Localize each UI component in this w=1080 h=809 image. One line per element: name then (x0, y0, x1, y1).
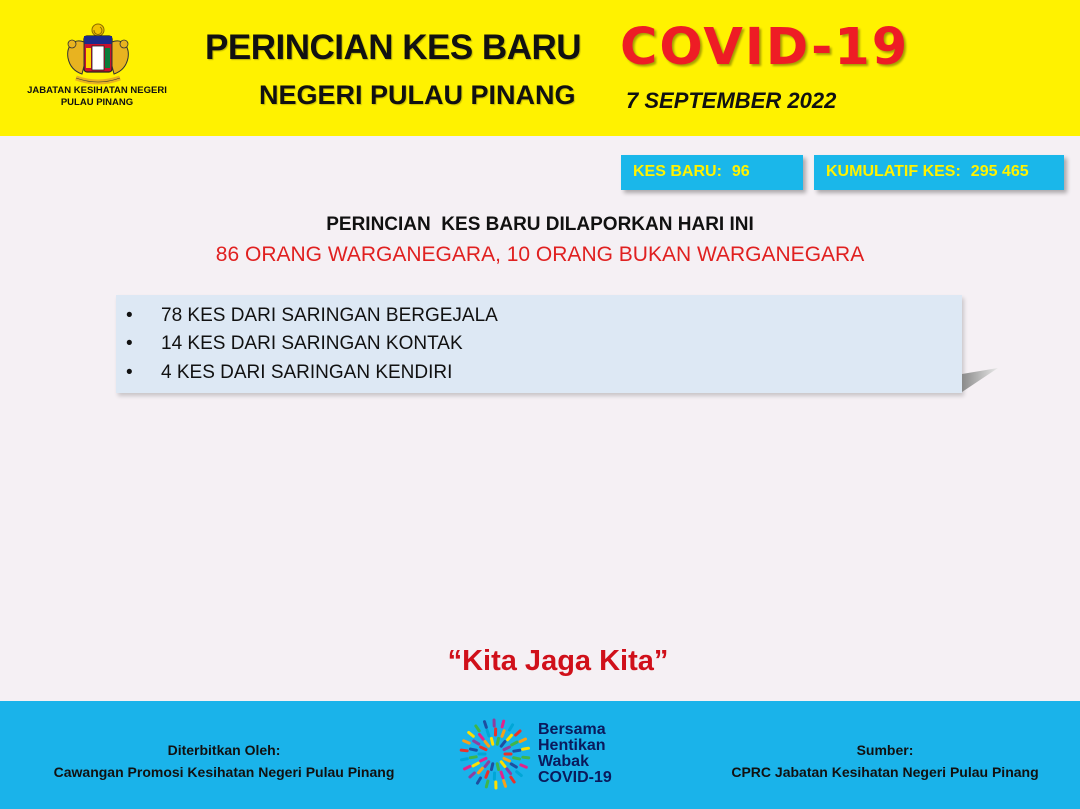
burst-dash (508, 735, 512, 739)
burst-dash (523, 748, 529, 749)
campaign-logo-text (538, 722, 612, 786)
state-subtitle: NEGERI PULAU PINANG (259, 80, 576, 110)
footer-banner (0, 701, 1080, 809)
publisher-label: Diterbitkan Oleh: (167, 742, 281, 758)
burst-dash (470, 749, 476, 750)
burst-dash (523, 757, 529, 758)
burst-dash (509, 725, 512, 730)
burst-dash (491, 764, 492, 770)
campaign-line-1: Bersama (538, 721, 606, 738)
campaign-line-3: Wabak (538, 753, 589, 770)
burst-dash (469, 732, 474, 736)
burst-dash (486, 772, 488, 778)
new-cases-label: KES BARU: (633, 163, 722, 180)
burst-dash (501, 741, 505, 746)
coat-of-arms-icon (56, 22, 140, 88)
burst-dash (502, 731, 504, 737)
publisher-name: Cawangan Promosi Kesihatan Negeri Pulau Pinang (53, 764, 395, 780)
summary-heading: PERINCIAN KES BARU DILAPORKAN HARI INI (326, 214, 754, 235)
department-line-1: JABATAN KESIHATAN NEGERI (27, 85, 167, 96)
burst-dash (504, 781, 506, 787)
burst-dash (486, 781, 488, 787)
bullet: • (126, 333, 133, 354)
list-item-text: 14 KES DARI SARINGAN KONTAK (161, 333, 463, 354)
cumulative-cases-value: 295 465 (970, 163, 1029, 180)
burst-dash (491, 738, 492, 744)
burst-dash (516, 731, 520, 735)
page-title: PERINCIAN KES BARU (205, 28, 582, 67)
department-line-2: PULAU PINANG (60, 97, 134, 108)
bullet: • (126, 362, 133, 383)
cumulative-cases-label: KUMULATIF KES: (826, 163, 961, 180)
bullet: • (126, 305, 133, 326)
burst-dash (517, 772, 522, 776)
box-shadow-tail (962, 368, 1002, 392)
burst-dash (478, 768, 482, 772)
burst-dash (477, 778, 480, 783)
header-banner (0, 0, 1080, 136)
cumulative-cases-badge (814, 155, 1064, 190)
new-cases-badge (621, 155, 803, 190)
burst-dash (504, 758, 509, 761)
publisher-block (10, 739, 438, 783)
burst-dash (507, 769, 511, 774)
campaign-burst-icon (456, 715, 534, 793)
burst-dash (464, 766, 469, 769)
burst-dash (473, 763, 478, 766)
burst-dash (479, 734, 483, 739)
burst-dash (464, 741, 470, 743)
burst-dash (514, 750, 520, 751)
list-item-text: 4 KES DARI SARINGAN KENDIRI (161, 362, 453, 383)
source-block (700, 739, 1070, 783)
new-cases-value: 96 (731, 163, 750, 180)
slogan: “Kita Jaga Kita” (447, 645, 669, 677)
department-name (10, 85, 184, 109)
burst-dash (501, 762, 505, 767)
burst-dash (504, 747, 509, 750)
campaign-line-4: COVID-19 (538, 769, 612, 786)
burst-dash (461, 759, 467, 760)
burst-dash (485, 762, 489, 767)
burst-dash (497, 738, 498, 744)
burst-dash (461, 750, 467, 751)
source-name: CPRC Jabatan Kesihatan Negeri Pulau Pinang (731, 764, 1039, 780)
source-label: Sumber: (856, 742, 914, 758)
burst-dash (481, 758, 486, 761)
screening-list (116, 295, 962, 393)
burst-dash (514, 758, 520, 759)
burst-dash (501, 772, 503, 778)
burst-dash (502, 721, 504, 727)
list-item-text: 78 KES DARI SARINGAN BERGEJALA (161, 305, 498, 326)
burst-dash (511, 777, 514, 782)
citizenship-breakdown: 86 ORANG WARGANEGARA, 10 ORANG BUKAN WARGANEGARA (215, 243, 865, 266)
summary-section (0, 214, 1080, 267)
report-date: 7 SEPTEMBER 2022 (626, 88, 837, 113)
burst-dash (512, 742, 517, 745)
burst-dash (481, 747, 486, 750)
burst-dash (476, 726, 479, 731)
burst-dash (497, 764, 498, 770)
burst-dash (485, 741, 489, 746)
burst-dash (470, 773, 474, 777)
campaign-line-2: Hentikan (538, 737, 606, 754)
burst-dash (521, 765, 527, 767)
covid-title: COVID-19 (620, 18, 910, 77)
burst-dash (487, 730, 489, 736)
burst-dash (484, 722, 486, 728)
burst-dash (470, 757, 476, 758)
burst-dash (511, 764, 516, 767)
burst-dash (520, 739, 525, 742)
burst-dash (474, 741, 479, 744)
